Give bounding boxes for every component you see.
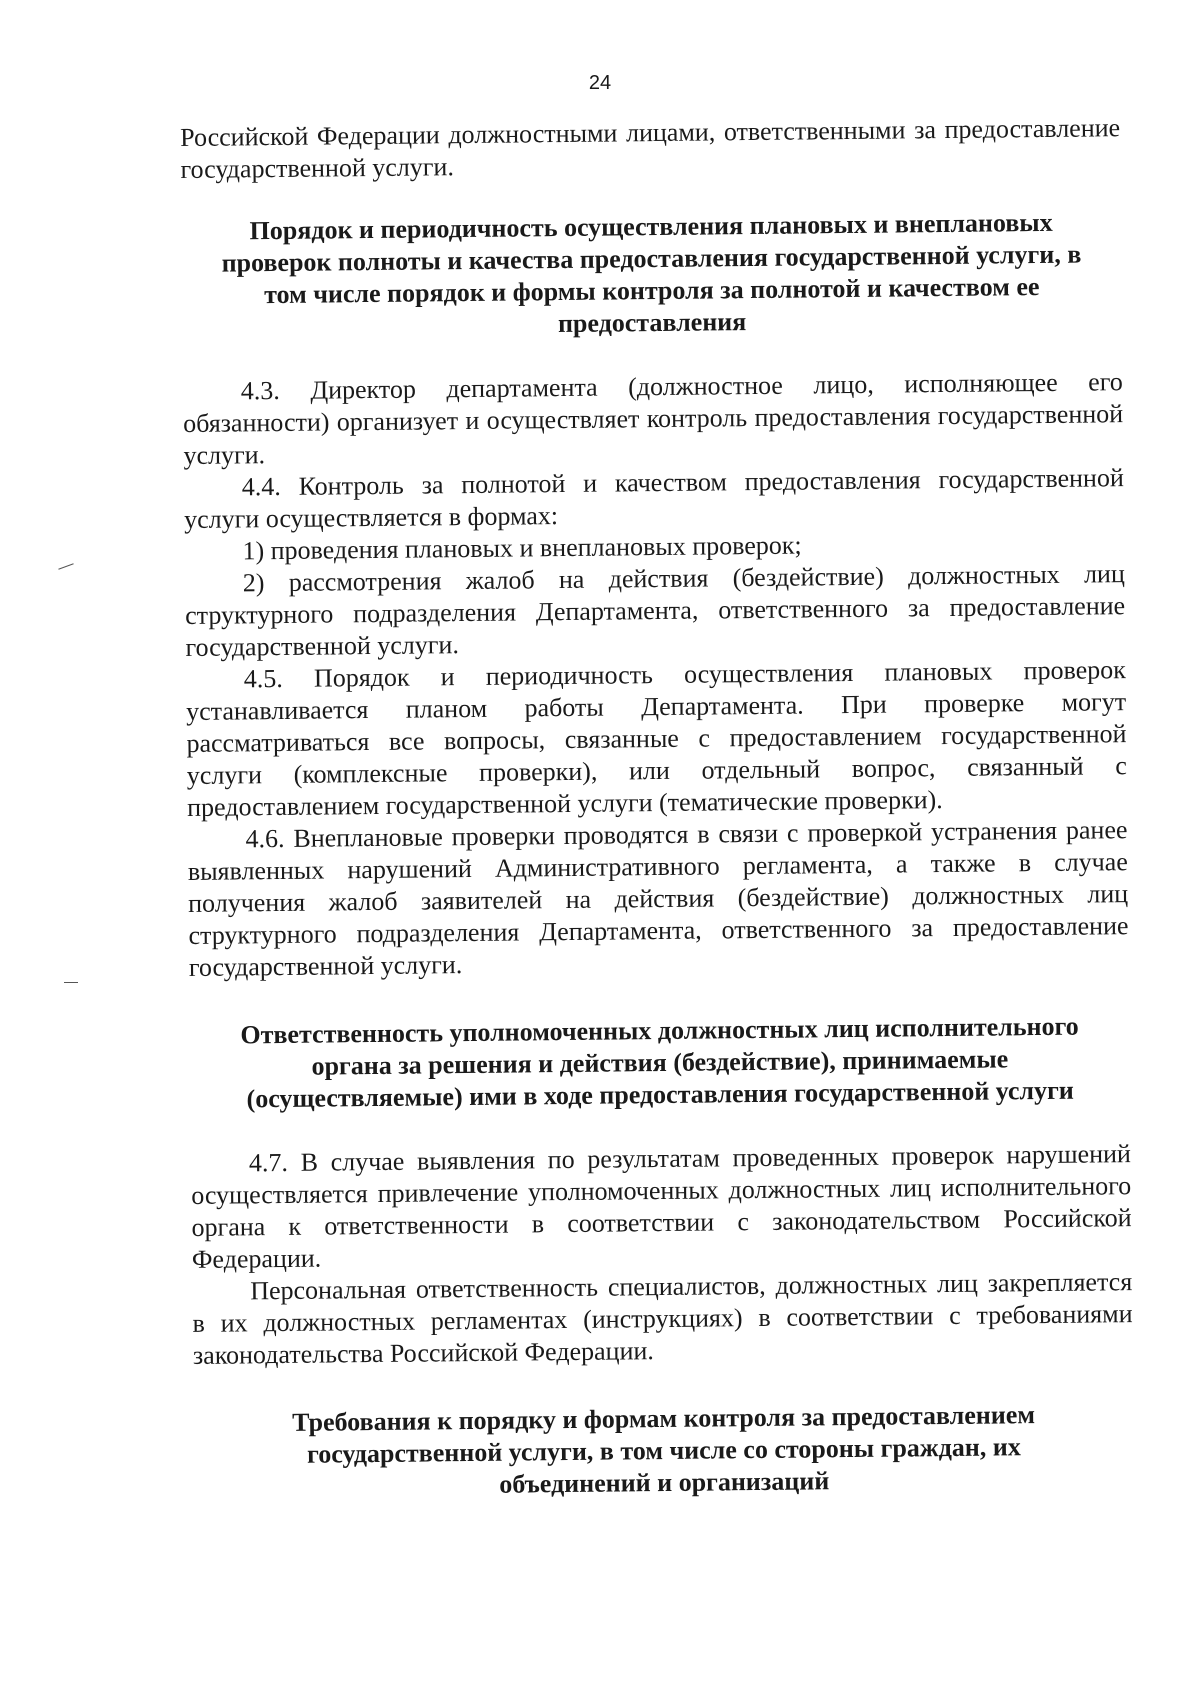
paragraph-4-5: 4.5. Порядок и периодичность осуществления плановых проверок устанавливается планом работы Департамента. При проверке могут рассматриваться все вопросы, связанные с предоставлением государственной услуги (комплексные проверки), или отдельный вопрос, связанный с предоставлением государственной услуги (тематические проверки).: [186, 655, 1127, 822]
list-item-1: 1) проведения плановых и внеплановых проверок;: [242, 530, 802, 566]
section-heading-responsibility: Ответственность уполномоченных должностных лиц исполнительного органа за решения и действия (бездействие), принимаемые (осуществляемые) ими в ходе предоставления государственной услуги: [240, 1011, 1079, 1114]
section-heading-control-requirements: Требования к порядку и формам контроля за предоставлением государственной услуги, в том числе со стороны граждан, их объединений и организаций: [292, 1400, 1036, 1499]
paragraph-4-3: 4.3. Директор департамента (должностное лицо, исполняющее его обязанности) организует и осуществляет контроль предоставления государственной услуги.: [183, 367, 1124, 470]
intro-paragraph: Российской Федерации должностными лицами, ответственными за предоставление государственной услуги.: [180, 113, 1121, 184]
scan-mark: [64, 982, 78, 983]
paragraph-personal-responsibility: Персональная ответственность специалистов, должностных лиц закрепляется в их должностных регламентах (инструкциях) в соответствии с требованиями законодательства Российской Федерации.: [192, 1267, 1133, 1370]
section-heading-inspections: Порядок и периодичность осуществления плановых и внеплановых проверок полноты и качества предоставления государственной услуги, в том числе порядок и формы контроля за полнотой и качеством ее предоставления: [221, 207, 1082, 339]
paragraph-4-6: 4.6. Внеплановые проверки проводятся в связи с проверкой устранения ранее выявленных нарушений Административного регламента, а также в случае получения жалоб заявителей на действия (бездействие) должностных лиц структурного подразделения Департамента, ответственного за предоставление государственной услуги.: [187, 815, 1129, 982]
document-body: [180, 112, 1134, 1504]
paragraph-4-7: 4.7. В случае выявления по результатам проведенных проверок нарушений осуществляется привлечение уполномоченных должностных лиц исполнительного органа к ответственности в соответствии с законодательством Российской Федерации.: [191, 1139, 1132, 1274]
scan-mark: [58, 563, 73, 569]
page-number: 24: [588, 72, 612, 94]
list-item-2: 2) рассмотрения жалоб на действия (бездействие) должностных лиц структурного подразделения Департамента, ответственного за предоставление государственной услуги.: [185, 559, 1126, 662]
paragraph-4-4: 4.4. Контроль за полнотой и качеством предоставления государственной услуги осуществляется в формах:: [184, 463, 1124, 534]
